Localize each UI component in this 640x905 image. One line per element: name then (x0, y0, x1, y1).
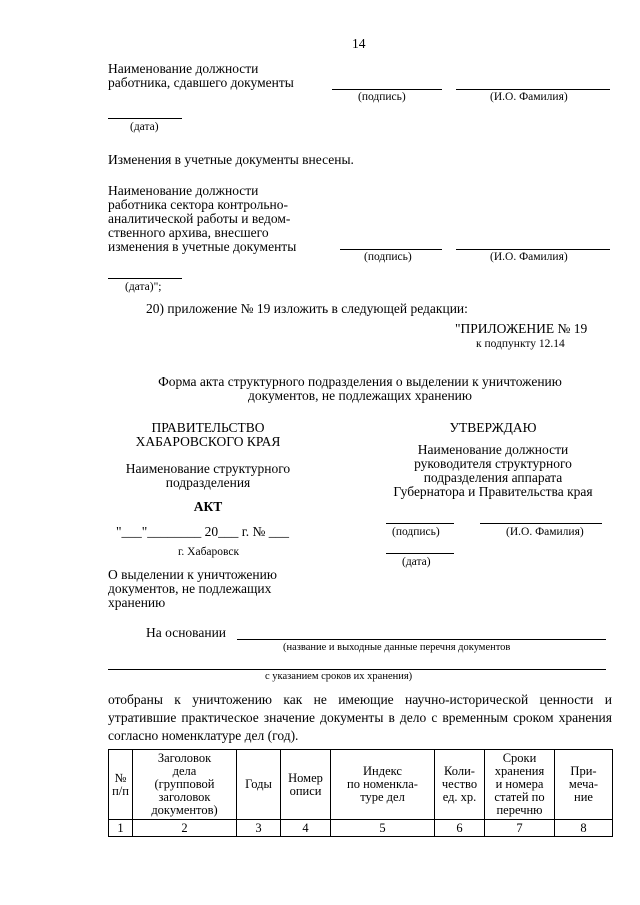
org-name: ПРАВИТЕЛЬСТВО ХАБАРОВСКОГО КРАЯ (135, 420, 281, 449)
approve-date-line (386, 553, 454, 554)
header-cell: Сроки хранения и номера статей по перечню (485, 750, 555, 820)
table-header-row (109, 750, 613, 820)
table-number-row (109, 820, 613, 837)
header-cell: Годы (237, 750, 281, 820)
approve-heading: УТВЕРЖДАЮ (449, 420, 537, 435)
name-caption-1: (И.О. Фамилия) (490, 91, 568, 103)
name-line-1 (456, 89, 610, 90)
header-cell: Коли- чество ед. хр. (435, 750, 485, 820)
act-subject: О выделении к уничтожению документов, не подлежащих хранению (108, 567, 277, 610)
basis-line-2 (108, 669, 606, 670)
date-caption-1: (дата) (130, 121, 159, 133)
basis-label: На основании (146, 625, 227, 640)
position-label-1: Наименование должности работника, сдавшего документы (108, 61, 294, 90)
signature-line-2 (340, 249, 442, 250)
page-number: 14 (352, 36, 366, 51)
basis-caption-1: (название и выходные данные перечня документов (283, 642, 511, 653)
signature-caption-1: (подпись) (358, 91, 406, 103)
approve-signature-line (386, 523, 454, 524)
header-cell: Номер описи (281, 750, 331, 820)
basis-line-1 (237, 639, 606, 640)
signature-line-1 (332, 89, 442, 90)
number-cell: 3 (237, 820, 281, 837)
city: г. Хабаровск (178, 546, 240, 558)
number-cell: 8 (555, 820, 613, 837)
signature-caption-2: (подпись) (364, 251, 412, 263)
documents-table (108, 749, 613, 837)
number-cell: 1 (109, 820, 133, 837)
approve-name-caption: (И.О. Фамилия) (506, 526, 584, 538)
approve-date-caption: (дата) (402, 556, 431, 568)
name-line-2 (456, 249, 610, 250)
number-cell: 6 (435, 820, 485, 837)
number-cell: 7 (485, 820, 555, 837)
appendix-title: "ПРИЛОЖЕНИЕ № 19 (455, 321, 588, 336)
date-line-2 (108, 278, 182, 279)
header-cell: Индекс по номенкла- туре дел (331, 750, 435, 820)
position-label-2: Наименование должности работника сектора контрольно- аналитической работы и ведом- ственного архива, внесшего изменения в учетные документы (108, 183, 297, 254)
basis-caption-2: с указанием сроков их хранения) (265, 671, 413, 682)
approver-position: Наименование должности руководителя структурного подразделения аппарата Губернатора и Правительства края (393, 442, 593, 499)
approve-name-line (480, 523, 602, 524)
number-cell: 4 (281, 820, 331, 837)
approve-signature-caption: (подпись) (392, 526, 440, 538)
form-title: Форма акта структурного подразделения о выделении к уничтожению документов, не подлежащих хранению (158, 374, 562, 403)
date-number-line: "___"________ 20___ г. № ___ (116, 524, 290, 539)
changes-note: Изменения в учетные документы внесены. (108, 152, 354, 167)
amendment-text: 20) приложение № 19 изложить в следующей редакции: (146, 301, 468, 316)
number-cell: 5 (331, 820, 435, 837)
doc-type: АКТ (193, 499, 223, 514)
unit-name: Наименование структурного подразделения (125, 461, 291, 490)
header-cell: № п/п (109, 750, 133, 820)
date-caption-2: (дата)"; (125, 281, 162, 293)
date-line-1 (108, 118, 182, 119)
header-cell: Заголовок дела (групповой заголовок документов) (133, 750, 237, 820)
header-cell: При- меча- ние (555, 750, 613, 820)
body-text: отобраны к уничтожению как не имеющие научно-исторической ценности и утратившие практическое значение документы в дело с временным сроком хранения согласно номенклатуре дел (год). (108, 692, 612, 743)
name-caption-2: (И.О. Фамилия) (490, 251, 568, 263)
appendix-subtitle: к подпункту 12.14 (476, 338, 565, 350)
number-cell: 2 (133, 820, 237, 837)
